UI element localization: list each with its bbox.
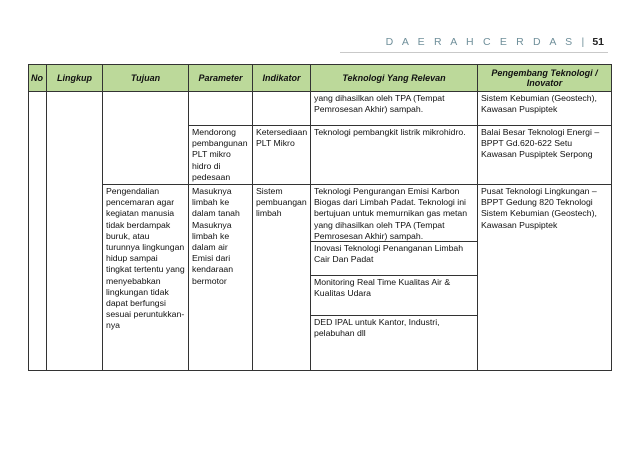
cell-indikator: Ketersediaan PLT Mikro <box>253 126 311 185</box>
cell-teknologi: Teknologi pembangkit listrik mikrohidro. <box>311 126 478 185</box>
page-number: 51 <box>592 36 604 48</box>
cell-lingkup <box>47 92 103 371</box>
column-header-teknologi: Teknologi Yang Relevan <box>311 65 478 92</box>
cell-pengembang: Sistem Kebumian (Geostech), Kawasan Puspiptek <box>478 92 612 126</box>
column-header-pengembang: Pengembang Teknologi / Inovator <box>478 65 612 92</box>
cell-pengembang: Pusat Teknologi Lingkungan – BPPT Gedung 820 Teknologi Sistem Kebumian (Geostech), Kawasan Puspiptek <box>478 185 612 371</box>
cell-indikator <box>253 92 311 126</box>
cell-no <box>29 92 47 371</box>
cell-parameter: Masuknya limbah ke dalam tanah Masuknya limbah ke dalam air Emisi dari kendaraan bermotor <box>189 185 253 371</box>
column-header-no: No <box>29 65 47 92</box>
table-row <box>29 92 612 126</box>
cell-indikator: Sistem pembuangan limbah <box>253 185 311 371</box>
column-header-lingkup: Lingkup <box>47 65 103 92</box>
cell-teknologi-group <box>311 185 478 371</box>
document-title: D A E R A H C E R D A S <box>385 36 576 48</box>
tech-entry: Monitoring Real Time Kualitas Air & Kualitas Udara <box>311 276 477 316</box>
tech-entry: DED IPAL untuk Kantor, Industri, pelabuhan dll <box>314 317 440 339</box>
column-header-parameter: Parameter <box>189 65 253 92</box>
page-header <box>386 36 604 48</box>
cell-teknologi: yang dihasilkan oleh TPA (Tempat Pemrosesan Akhir) sampah. <box>311 92 478 126</box>
header-separator: | <box>581 36 585 48</box>
cell-tujuan <box>103 92 189 185</box>
cell-parameter <box>189 92 253 126</box>
technology-table <box>28 64 612 371</box>
header-rule <box>340 52 608 53</box>
cell-pengembang: Balai Besar Teknologi Energi – BPPT Gd.620-622 Setu Kawasan Puspiptek Serpong <box>478 126 612 185</box>
tech-entry: Inovasi Teknologi Penanganan Limbah Cair Dan Padat <box>311 242 477 276</box>
table-row <box>29 185 612 371</box>
cell-tujuan: Pengendalian pencemaran agar kegiatan manusia tidak berdampak buruk, atau turunnya lingkungan hidup sampai tingkat tertentu yang menyebabkan lingkungan tidak dapat berfungsi sesuai peruntukkan-nya <box>103 185 189 371</box>
table-header-row <box>29 65 612 92</box>
cell-parameter: Mendorong pembangunan PLT mikro hidro di pedesaan <box>189 126 253 185</box>
tech-entry: Teknologi Pengurangan Emisi Karbon Biogas dari Limbah Padat. Teknologi ini bertujuan untuk memurnikan gas metan yang dihasilkan oleh TPA (Tempat Pemrosesan Akhir) sampah. <box>311 185 477 242</box>
column-header-indikator: Indikator <box>253 65 311 92</box>
column-header-tujuan: Tujuan <box>103 65 189 92</box>
